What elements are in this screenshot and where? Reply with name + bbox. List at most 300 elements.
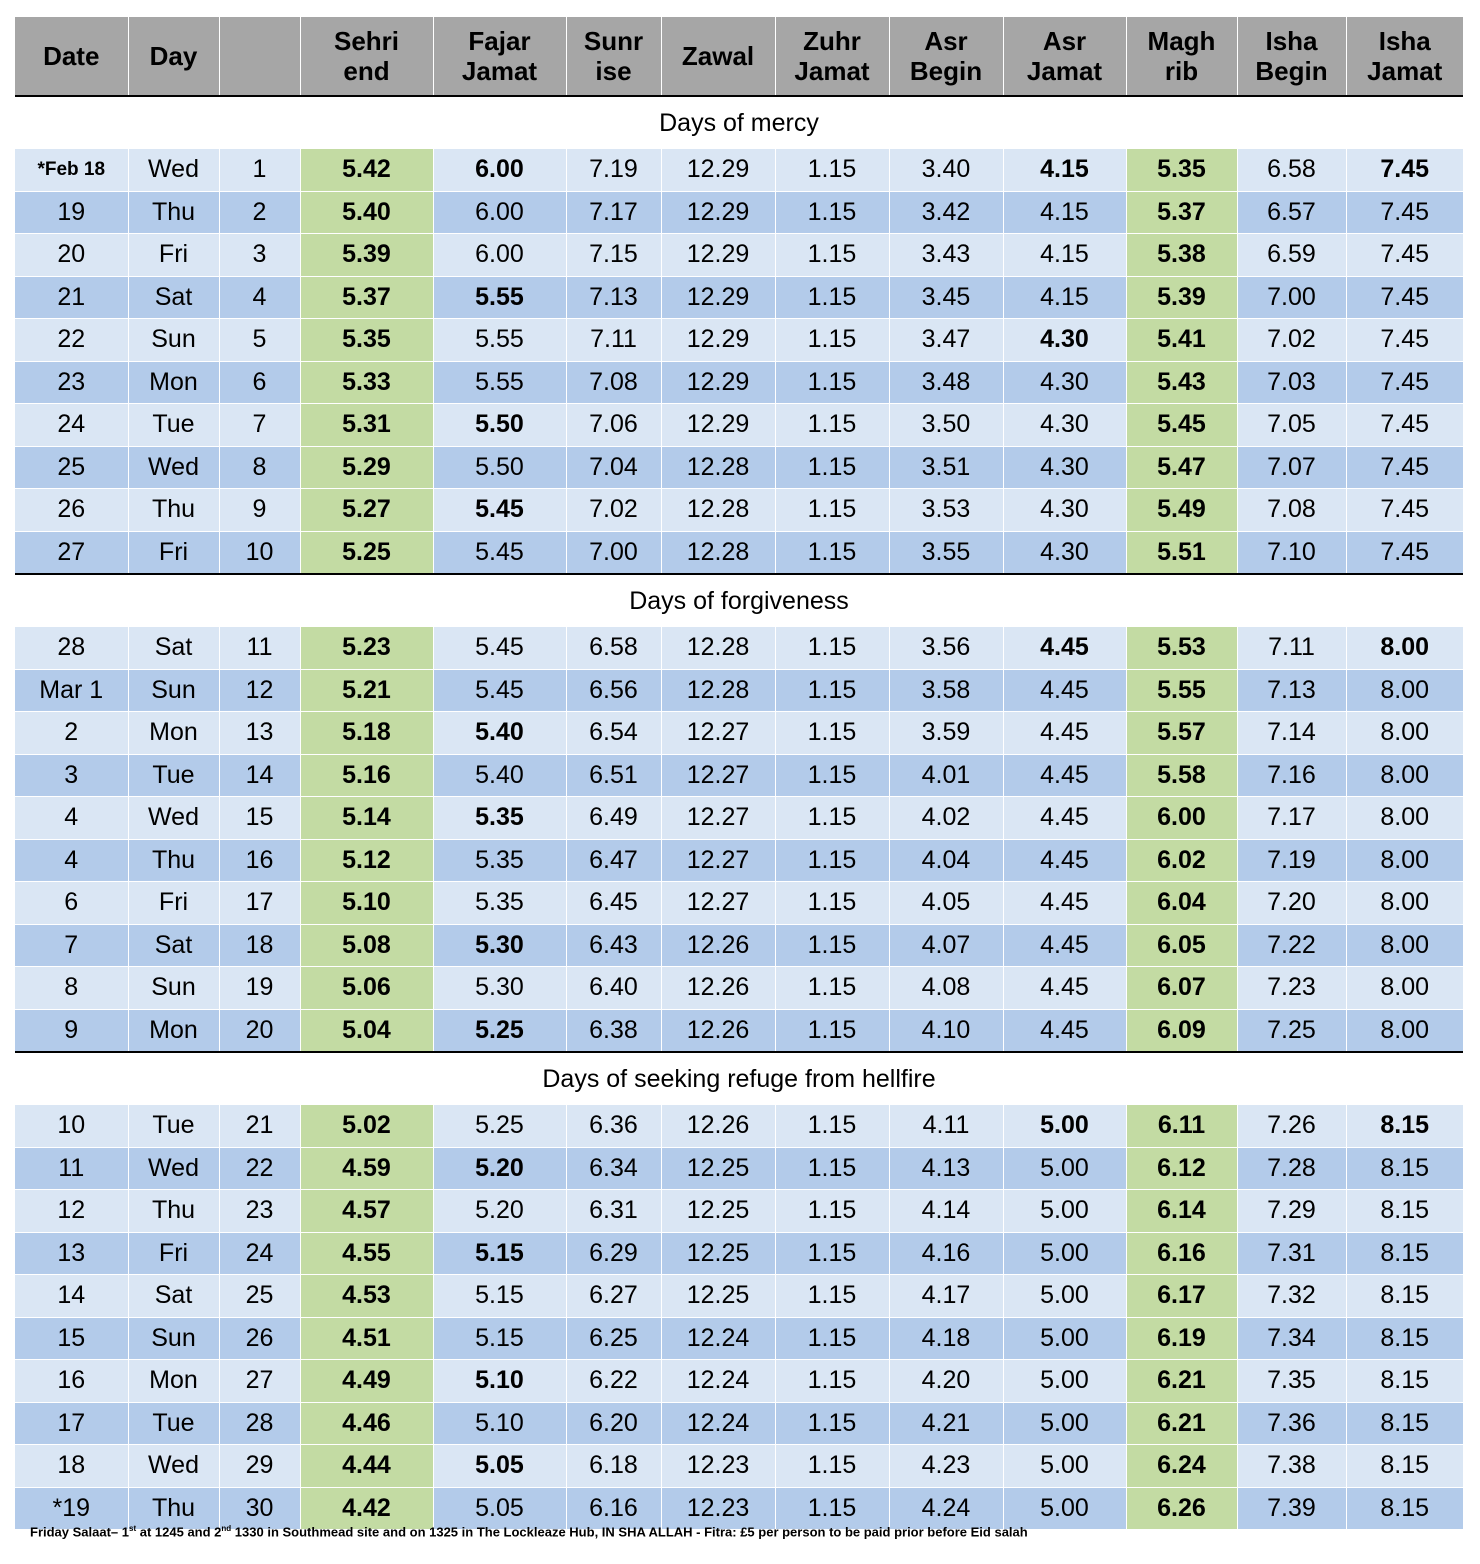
table-cell: 22 [219,1147,300,1190]
table-cell: 13 [15,1232,128,1275]
table-cell: 8.15 [1346,1317,1463,1360]
table-cell: 1.15 [775,446,889,489]
table-cell: 7.10 [1237,531,1346,574]
table-cell: 8.00 [1346,1009,1463,1052]
section-title-row [15,96,1463,149]
table-cell: 4.21 [889,1402,1003,1445]
table-cell: 6.21 [1126,1402,1237,1445]
column-header-line: Fajar [468,26,531,56]
table-cell: 9 [15,1009,128,1052]
table-cell: 24 [219,1232,300,1275]
table-cell: 3.51 [889,446,1003,489]
table-cell: 5.55 [433,361,566,404]
table-cell: 12.26 [661,924,775,967]
table-cell: 4.49 [300,1360,433,1403]
table-cell: 3.59 [889,712,1003,755]
table-cell: 5.35 [1126,149,1237,191]
table-cell: 7.14 [1237,712,1346,755]
column-header-line: Asr [924,26,968,56]
table-cell: Sun [128,669,219,712]
table-cell: 6.07 [1126,967,1237,1010]
table-cell: 16 [15,1360,128,1403]
table-cell: 19 [15,191,128,234]
table-cell: 5.12 [300,839,433,882]
table-cell: 12.26 [661,1105,775,1147]
table-cell: 3.58 [889,669,1003,712]
table-cell: 4.57 [300,1190,433,1233]
table-cell: 3.50 [889,404,1003,447]
table-cell: 1.15 [775,839,889,882]
table-cell: 8.00 [1346,754,1463,797]
table-cell: 6.47 [566,839,661,882]
table-cell: 4.18 [889,1317,1003,1360]
table-cell: 6.38 [566,1009,661,1052]
timetable-wrapper [15,17,1463,1530]
table-cell: 5.05 [433,1487,566,1530]
table-cell: 6.27 [566,1275,661,1318]
table-cell: 3.48 [889,361,1003,404]
column-header-line: ise [595,56,632,86]
table-cell: 5.55 [1126,669,1237,712]
table-row [15,627,1463,669]
table-cell: 6.02 [1126,839,1237,882]
table-cell: 7.16 [1237,754,1346,797]
table-cell: 6.00 [433,234,566,277]
table-cell: 3.55 [889,531,1003,574]
table-cell: 8 [219,446,300,489]
table-cell: 18 [15,1445,128,1488]
table-cell: 4.14 [889,1190,1003,1233]
table-cell: 5.00 [1003,1232,1126,1275]
table-cell: 3 [15,754,128,797]
column-header [219,17,300,96]
table-cell: 8.00 [1346,797,1463,840]
table-cell: 7.11 [1237,627,1346,669]
table-cell: 5.00 [1003,1317,1126,1360]
table-cell: 5.39 [300,234,433,277]
section-title: Days of forgiveness [15,574,1463,627]
table-cell: 5.00 [1003,1445,1126,1488]
table-cell: 25 [219,1275,300,1318]
table-cell: 4.15 [1003,191,1126,234]
table-cell: 5.20 [433,1147,566,1190]
table-cell: 7.45 [1346,149,1463,191]
table-cell: Thu [128,489,219,532]
table-cell: 5.40 [433,754,566,797]
table-cell: 4.24 [889,1487,1003,1530]
table-row [15,234,1463,277]
table-cell: 7.08 [566,361,661,404]
table-cell: 5.08 [300,924,433,967]
table-cell: 16 [219,839,300,882]
table-cell: 12.29 [661,319,775,362]
table-cell: *19 [15,1487,128,1530]
table-cell: 4.07 [889,924,1003,967]
table-cell: 6.56 [566,669,661,712]
table-cell: 7.45 [1346,446,1463,489]
table-cell: 5.10 [433,1402,566,1445]
table-cell: 6 [219,361,300,404]
table-cell: 17 [219,882,300,925]
table-cell: 5.04 [300,1009,433,1052]
table-cell: Tue [128,754,219,797]
table-cell: 8.15 [1346,1360,1463,1403]
table-cell: Thu [128,1487,219,1530]
table-row [15,1009,1463,1052]
table-cell: 6.04 [1126,882,1237,925]
table-cell: Thu [128,839,219,882]
table-cell: 5.00 [1003,1275,1126,1318]
table-cell: 1.15 [775,882,889,925]
table-cell: 20 [15,234,128,277]
table-cell: 5.53 [1126,627,1237,669]
table-cell: 6.57 [1237,191,1346,234]
table-cell: 4.42 [300,1487,433,1530]
table-cell: 5.50 [433,446,566,489]
table-cell: 27 [219,1360,300,1403]
table-cell: 5.25 [433,1105,566,1147]
section-title: Days of mercy [15,96,1463,149]
table-cell: 5.15 [433,1275,566,1318]
column-header-line: Zuhr [803,26,861,56]
table-cell: 7.02 [566,489,661,532]
table-cell: 6.36 [566,1105,661,1147]
table-cell: 5.49 [1126,489,1237,532]
table-cell: 6.20 [566,1402,661,1445]
table-cell: 7.04 [566,446,661,489]
table-cell: 8.00 [1346,839,1463,882]
table-cell: 8.15 [1346,1402,1463,1445]
column-header-line: Begin [1255,56,1328,86]
table-cell: 3.56 [889,627,1003,669]
table-cell: 12.28 [661,669,775,712]
table-cell: 6.14 [1126,1190,1237,1233]
table-cell: 13 [219,712,300,755]
table-cell: 1.15 [775,276,889,319]
table-cell: 7.17 [566,191,661,234]
table-cell: 8.00 [1346,627,1463,669]
table-cell: 8.15 [1346,1445,1463,1488]
table-cell: 6.29 [566,1232,661,1275]
table-cell: 6.09 [1126,1009,1237,1052]
table-cell: Tue [128,1402,219,1445]
column-header-line: Jamat [1367,56,1443,86]
table-cell: Mon [128,361,219,404]
table-cell: 12 [15,1190,128,1233]
column-header [15,17,128,96]
table-cell: 3.53 [889,489,1003,532]
footer-sup-2: nd [221,1524,232,1533]
table-cell: 5.15 [433,1232,566,1275]
table-cell: 7.25 [1237,1009,1346,1052]
table-cell: 5.41 [1126,319,1237,362]
table-cell: 1.15 [775,1275,889,1318]
table-cell: 5.05 [433,1445,566,1488]
table-cell: 1.15 [775,1190,889,1233]
table-cell: 5.00 [1003,1360,1126,1403]
table-cell: 12.28 [661,446,775,489]
table-cell: Wed [128,446,219,489]
table-cell: 6.12 [1126,1147,1237,1190]
table-cell: 11 [15,1147,128,1190]
table-cell: 5.42 [300,149,433,191]
table-cell: 4.20 [889,1360,1003,1403]
table-cell: Tue [128,1105,219,1147]
table-cell: 7.11 [566,319,661,362]
table-cell: 15 [15,1317,128,1360]
table-cell: 4.59 [300,1147,433,1190]
table-cell: Sun [128,967,219,1010]
table-cell: 4.17 [889,1275,1003,1318]
table-cell: 3.47 [889,319,1003,362]
column-header-line: Jamat [1026,56,1103,86]
table-cell: 12.24 [661,1360,775,1403]
table-cell: 7.17 [1237,797,1346,840]
table-cell: 1.15 [775,1487,889,1530]
table-row [15,276,1463,319]
table-cell: 5.10 [300,882,433,925]
table-cell: 12.27 [661,839,775,882]
column-header-line: Sunr [583,26,644,56]
table-cell: 5.35 [433,797,566,840]
table-cell: 12.23 [661,1445,775,1488]
table-cell: 7.03 [1237,361,1346,404]
table-cell: 5.21 [300,669,433,712]
table-row [15,1402,1463,1445]
table-cell: 7.26 [1237,1105,1346,1147]
table-cell: 4.04 [889,839,1003,882]
table-row [15,1445,1463,1488]
table-cell: 12.26 [661,1009,775,1052]
table-row [15,404,1463,447]
table-row [15,361,1463,404]
table-cell: 7.00 [1237,276,1346,319]
column-header-line: end [343,56,390,86]
table-cell: 1.15 [775,319,889,362]
table-row [15,1190,1463,1233]
table-cell: 12.24 [661,1402,775,1445]
table-cell: 6.59 [1237,234,1346,277]
table-cell: 4.30 [1003,319,1126,362]
table-cell: Wed [128,149,219,191]
column-header-line: Jamat [794,56,870,86]
table-cell: 12.23 [661,1487,775,1530]
table-cell: 4.45 [1003,627,1126,669]
ramadan-timetable [15,17,1463,1530]
table-cell: 12.29 [661,191,775,234]
table-cell: 7.45 [1346,489,1463,532]
table-cell: *Feb 18 [15,149,128,191]
table-row [15,712,1463,755]
table-cell: 10 [219,531,300,574]
table-cell: 7.00 [566,531,661,574]
table-cell: 6.49 [566,797,661,840]
table-cell: 5.45 [1126,404,1237,447]
table-cell: 12.29 [661,149,775,191]
table-cell: 4.45 [1003,712,1126,755]
table-cell: 8.00 [1346,712,1463,755]
table-cell: 4.02 [889,797,1003,840]
table-cell: 7.02 [1237,319,1346,362]
table-cell: 4 [15,839,128,882]
table-cell: 5.20 [433,1190,566,1233]
table-cell: 6.51 [566,754,661,797]
table-cell: 5 [219,319,300,362]
table-cell: Fri [128,1232,219,1275]
table-cell: 6.43 [566,924,661,967]
table-cell: 5.00 [1003,1147,1126,1190]
table-cell: 5.15 [433,1317,566,1360]
table-cell: 5.43 [1126,361,1237,404]
table-cell: 8.00 [1346,967,1463,1010]
table-row [15,924,1463,967]
table-cell: 6.21 [1126,1360,1237,1403]
table-cell: 12.25 [661,1147,775,1190]
table-cell: 8.15 [1346,1232,1463,1275]
table-cell: 1.15 [775,531,889,574]
table-cell: 5.37 [300,276,433,319]
table-cell: 23 [219,1190,300,1233]
table-cell: 3.42 [889,191,1003,234]
table-row [15,797,1463,840]
table-row [15,669,1463,712]
table-cell: 1.15 [775,1232,889,1275]
table-cell: 4.10 [889,1009,1003,1052]
table-cell: 5.27 [300,489,433,532]
table-cell: 4.45 [1003,754,1126,797]
section-title-row [15,1052,1463,1105]
column-header [1003,17,1126,96]
table-cell: 7.23 [1237,967,1346,1010]
table-cell: 5.00 [1003,1105,1126,1147]
table-cell: Fri [128,234,219,277]
table-cell: 5.45 [433,627,566,669]
table-row [15,489,1463,532]
column-header [433,17,566,96]
column-header [889,17,1003,96]
table-cell: 5.00 [1003,1487,1126,1530]
table-cell: 6.26 [1126,1487,1237,1530]
table-cell: 5.35 [433,839,566,882]
table-cell: Thu [128,191,219,234]
table-cell: 6.00 [433,191,566,234]
table-row [15,967,1463,1010]
column-header-line: Day [149,41,198,71]
table-cell: 8.15 [1346,1487,1463,1530]
table-cell: 5.30 [433,967,566,1010]
table-cell: Wed [128,797,219,840]
column-header-line: Isha [1265,26,1318,56]
column-header-line: Zawal [681,41,755,71]
table-cell: 9 [219,489,300,532]
table-cell: 12.28 [661,627,775,669]
table-cell: 8.15 [1346,1147,1463,1190]
table-cell: 15 [219,797,300,840]
table-cell: 6.19 [1126,1317,1237,1360]
table-row [15,319,1463,362]
table-cell: 12.25 [661,1275,775,1318]
table-cell: 8.00 [1346,924,1463,967]
table-cell: 7 [15,924,128,967]
table-cell: 6.24 [1126,1445,1237,1488]
column-header [300,17,433,96]
table-cell: 5.33 [300,361,433,404]
table-cell: 5.38 [1126,234,1237,277]
table-row [15,754,1463,797]
column-header [1346,17,1463,96]
table-cell: 5.45 [433,669,566,712]
table-cell: 4.51 [300,1317,433,1360]
table-cell: 5.50 [433,404,566,447]
column-header [661,17,775,96]
table-cell: 6.58 [566,627,661,669]
table-cell: 1.15 [775,797,889,840]
table-row [15,149,1463,191]
table-cell: 5.14 [300,797,433,840]
table-row [15,1105,1463,1147]
table-cell: 1.15 [775,1105,889,1147]
table-cell: 4.08 [889,967,1003,1010]
table-cell: 30 [219,1487,300,1530]
table-cell: 5.57 [1126,712,1237,755]
table-cell: 24 [15,404,128,447]
table-cell: 28 [15,627,128,669]
table-cell: 5.25 [300,531,433,574]
table-cell: 12.29 [661,361,775,404]
table-cell: 4.45 [1003,839,1126,882]
table-cell: 17 [15,1402,128,1445]
table-cell: 20 [219,1009,300,1052]
table-cell: 4.45 [1003,1009,1126,1052]
table-cell: 7.39 [1237,1487,1346,1530]
table-cell: 6.16 [1126,1232,1237,1275]
table-cell: 5.58 [1126,754,1237,797]
table-cell: Tue [128,404,219,447]
table-cell: 29 [219,1445,300,1488]
table-cell: 6.18 [566,1445,661,1488]
section-title: Days of seeking refuge from hellfire [15,1052,1463,1105]
table-cell: 18 [219,924,300,967]
table-cell: Wed [128,1445,219,1488]
table-cell: 5.10 [433,1360,566,1403]
table-cell: 7.36 [1237,1402,1346,1445]
table-cell: 7.45 [1346,234,1463,277]
table-cell: 1.15 [775,489,889,532]
table-cell: 28 [219,1402,300,1445]
column-header-line: rib [1164,56,1199,86]
table-cell: 6.31 [566,1190,661,1233]
table-cell: 6.45 [566,882,661,925]
table-row [15,1360,1463,1403]
table-cell: 8.00 [1346,882,1463,925]
table-cell: 7.45 [1346,276,1463,319]
table-cell: 4.55 [300,1232,433,1275]
table-cell: 26 [15,489,128,532]
table-cell: 3 [219,234,300,277]
table-cell: 7.05 [1237,404,1346,447]
table-cell: 7.31 [1237,1232,1346,1275]
table-cell: 5.51 [1126,531,1237,574]
table-cell: 4.45 [1003,669,1126,712]
table-cell: 4.30 [1003,489,1126,532]
table-row [15,882,1463,925]
footer-note [30,1524,1028,1539]
table-cell: 6.58 [1237,149,1346,191]
table-cell: 4.45 [1003,882,1126,925]
table-cell: 6.00 [1126,797,1237,840]
table-cell: 1.15 [775,967,889,1010]
table-cell: 5.40 [433,712,566,755]
